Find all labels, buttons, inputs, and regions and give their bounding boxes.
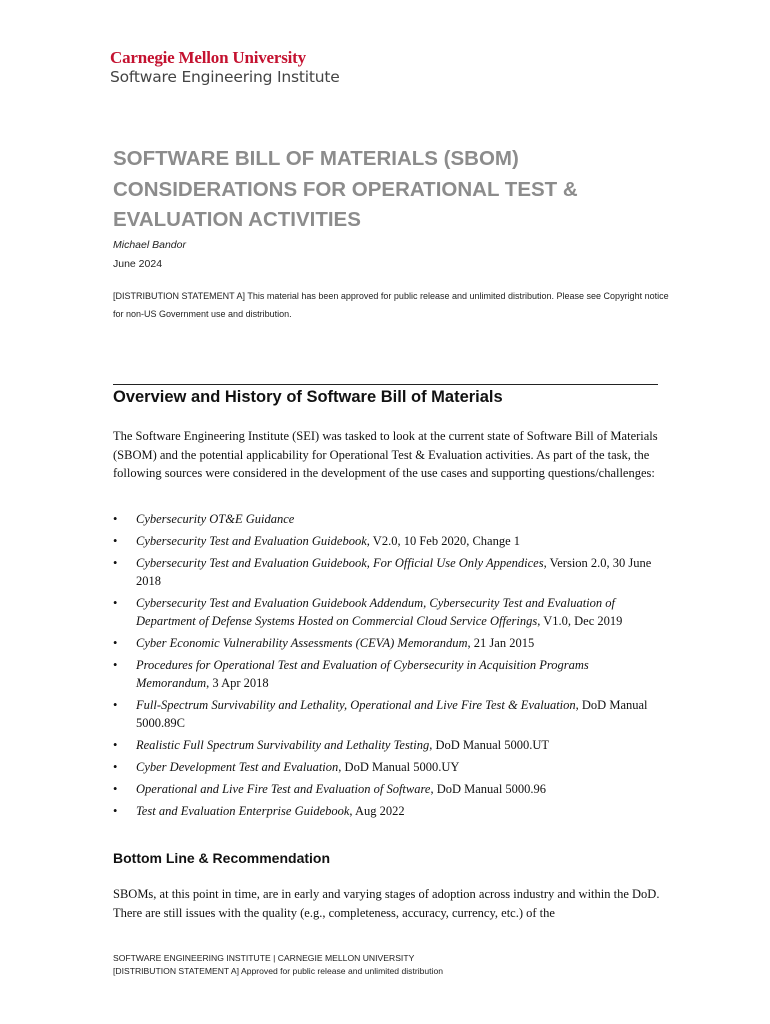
source-detail: V2.0, 10 Feb 2020, Change 1 xyxy=(369,534,521,548)
institute-logo: Software Engineering Institute xyxy=(110,68,340,86)
section-divider xyxy=(113,384,658,385)
list-item xyxy=(113,656,661,692)
bottom-line-heading: Bottom Line & Recommendation xyxy=(113,850,331,866)
list-item xyxy=(113,554,661,590)
source-title: Procedures for Operational Test and Evaluation of Cybersecurity in Acquisition Programs Memorandum xyxy=(136,658,589,690)
source-detail: , Aug 2022 xyxy=(349,804,405,818)
source-detail: , 3 Apr 2018 xyxy=(206,676,269,690)
list-item xyxy=(113,696,661,732)
source-detail: , DoD Manual 5000.96 xyxy=(430,782,547,796)
source-title: Test and Evaluation Enterprise Guidebook xyxy=(136,804,350,818)
university-logo: Carnegie Mellon University xyxy=(110,48,306,67)
source-title: Full-Spectrum Survivability and Lethality, Operational and Live Fire Test & Evaluation xyxy=(136,698,576,712)
list-item xyxy=(113,736,661,754)
source-detail: , Version 2.0, 30 June 2018 xyxy=(136,556,652,588)
source-detail: , DoD Manual 5000.UT xyxy=(429,738,550,752)
footer-distribution: [DISTRIBUTION STATEMENT A] Approved for public release and unlimited distribution xyxy=(113,966,444,976)
source-title: Cyber Economic Vulnerability Assessments (CEVA) Memorandum xyxy=(136,636,468,650)
source-title: Cybersecurity Test and Evaluation Guidebook Addendum, Cybersecurity Test and Evaluation of Department of Defense Systems Hosted on Commercial Cloud Service Offerings xyxy=(136,596,615,628)
source-title: Cybersecurity OT&E Guidance xyxy=(136,512,295,526)
source-title: Cybersecurity Test and Evaluation Guidebook, xyxy=(136,534,370,548)
title-line: SOFTWARE BILL OF MATERIALS (SBOM) xyxy=(113,147,519,170)
document-title xyxy=(113,144,673,236)
list-item xyxy=(113,594,661,630)
footer-institution: SOFTWARE ENGINEERING INSTITUTE | CARNEGIE MELLON UNIVERSITY xyxy=(113,953,415,963)
source-title: Cyber Development Test and Evaluation xyxy=(136,760,339,774)
publication-date: June 2024 xyxy=(113,258,163,270)
list-item xyxy=(113,780,661,798)
overview-intro: The Software Engineering Institute (SEI) was tasked to look at the current state of Software Bill of Materials (SBOM) and the potential applicability for Operational Test & Evaluation activities. As part of the task, the following sources were considered in the development of the use cases and supporting questions/challenges: xyxy=(113,429,658,480)
bottom-line-text: SBOMs, at this point in time, are in early and varying stages of adoption across industry and within the DoD. There are still issues with the quality (e.g., completeness, accuracy, currency, etc.) of the xyxy=(113,887,660,920)
list-item xyxy=(113,802,661,820)
source-list xyxy=(113,510,661,824)
source-detail: , DoD Manual 5000.UY xyxy=(338,760,460,774)
title-line: CONSIDERATIONS FOR OPERATIONAL TEST & xyxy=(113,177,578,201)
source-title: Realistic Full Spectrum Survivability and Lethality Testing xyxy=(136,738,430,752)
title-line: EVALUATION ACTIVITIES xyxy=(113,208,361,231)
list-item xyxy=(113,758,661,776)
distribution-statement: [DISTRIBUTION STATEMENT A] This material has been approved for public release and unlimited distribution. Please see Copyright notice for non-US Government use and distribution. xyxy=(113,291,669,319)
source-detail: , DoD Manual 5000.89C xyxy=(136,698,648,730)
list-item xyxy=(113,510,661,528)
source-title: Cybersecurity Test and Evaluation Guidebook, For Official Use Only Appendices xyxy=(136,556,544,570)
list-item xyxy=(113,634,661,652)
source-detail: , V1.0, Dec 2019 xyxy=(537,614,623,628)
list-item xyxy=(113,532,661,550)
overview-heading: Overview and History of Software Bill of Materials xyxy=(113,388,503,406)
source-title: Operational and Live Fire Test and Evaluation of Software xyxy=(136,782,431,796)
author: Michael Bandor xyxy=(113,239,186,251)
source-detail: , 21 Jan 2015 xyxy=(467,636,535,650)
